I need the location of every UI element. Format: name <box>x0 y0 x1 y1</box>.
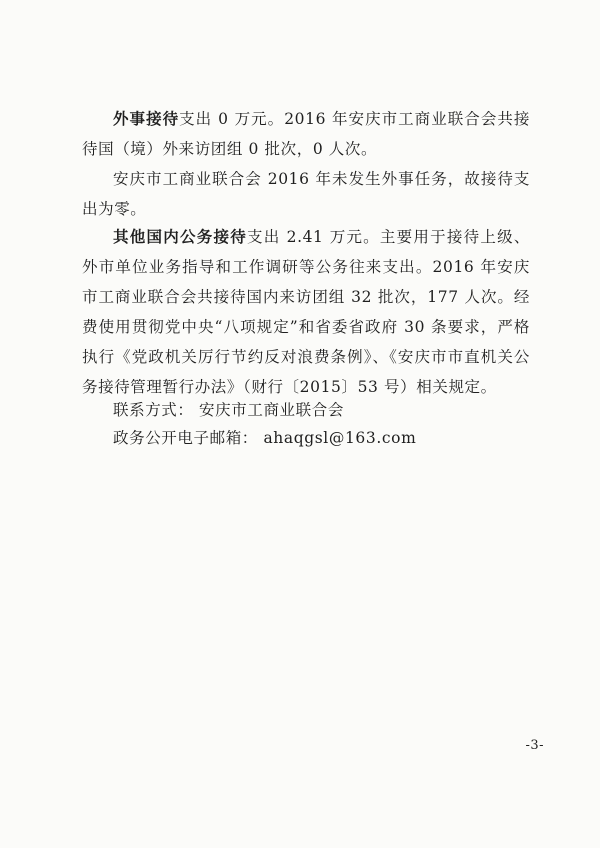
contact-label: 联系方式： <box>113 401 194 419</box>
email-label: 政务公开电子邮箱： <box>113 429 258 447</box>
page-number: -3- <box>525 738 544 753</box>
paragraph-domestic-reception <box>82 222 530 402</box>
paragraph-body: 支出 2.41 万元。主要用于接待上级、外市单位业务指导和工作调研等公务往来支出。2016 年安庆市工商业联合会共接待国内来访团组 32 批次，177 人次。经费使用贯彻党中央“八项规定”和省委省政府 30 条要求，严格执行《党政机关厉行节约反对浪费条例》、《安庆市市直机关公务接待管理暂行办法》（财行〔2015〕53 号）相关规定。 <box>82 228 530 396</box>
email-line <box>113 423 416 453</box>
paragraph-no-foreign-tasks <box>82 164 530 224</box>
paragraph-body: 安庆市工商业联合会 2016 年未发生外事任务，故接待支出为零。 <box>82 170 530 218</box>
paragraph-body: 支出 0 万元。2016 年安庆市工商业联合会共接待国（境）外来访团组 0 批次，0 人次。 <box>82 110 530 158</box>
email-value: ahaqgsl@163.com <box>263 429 417 447</box>
paragraph-lead: 外事接待 <box>113 110 180 128</box>
paragraph-lead: 其他国内公务接待 <box>113 228 247 246</box>
contact-value: 安庆市工商业联合会 <box>199 401 344 419</box>
contact-line <box>113 395 344 425</box>
paragraph-foreign-reception <box>82 104 530 164</box>
